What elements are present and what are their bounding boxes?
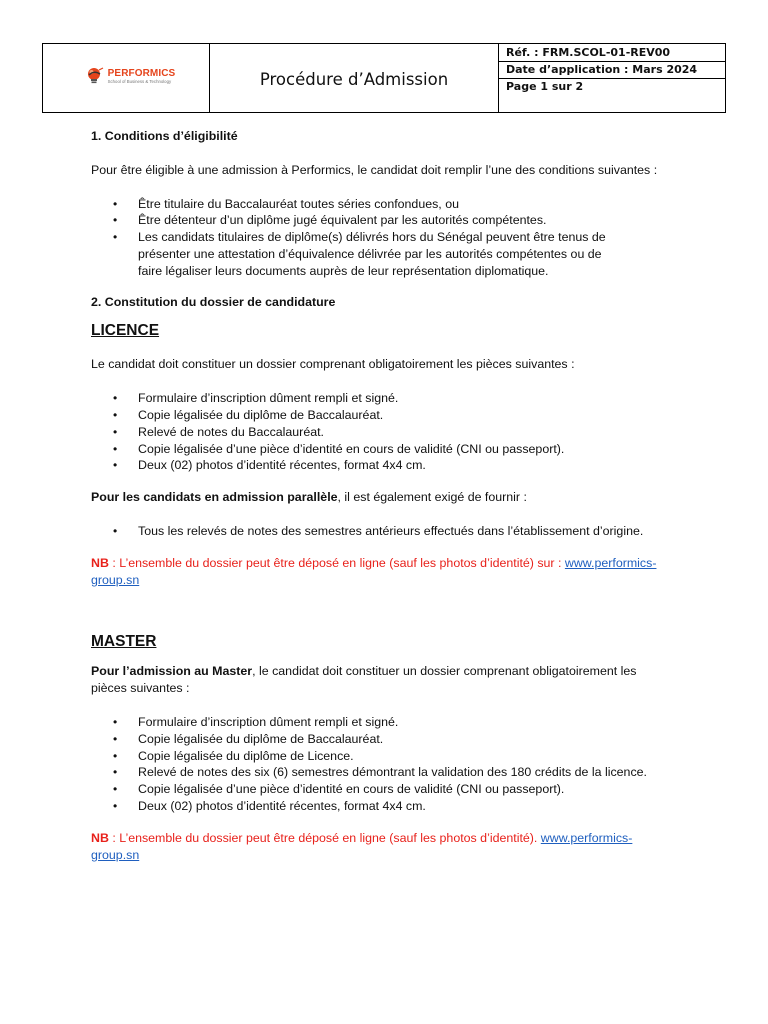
master-intro-rest: , le candidat doit constituer un dossier comprenant obligatoirement les pièces suivantes : <box>91 664 637 696</box>
page-number: Page 1 sur 2 <box>506 80 584 93</box>
eligibility-intro: Pour être éligible à une admission à Performics, le candidat doit remplir l’une des conditions suivantes : <box>91 162 658 177</box>
list-item: • Copie légalisée d’une pièce d’identité en cours de validité (CNI ou passeport). <box>91 441 678 458</box>
licence-list <box>91 390 691 474</box>
performics-logo <box>85 67 176 85</box>
reference: Réf. : FRM.SCOL-01-REV00 <box>499 44 725 62</box>
section-heading-dossier: 2. Constitution du dossier de candidature <box>91 294 336 309</box>
list-item: • Formulaire d’inscription dûment rempli et signé. <box>91 390 678 407</box>
application-date: Date d’application : Mars 2024 <box>499 62 725 79</box>
master-intro <box>91 663 661 697</box>
list-item: • Deux (02) photos d’identité récentes, format 4x4 cm. <box>91 798 678 815</box>
list-item: • Copie légalisée d’une pièce d’identité en cours de validité (CNI ou passeport). <box>91 781 678 798</box>
document-title: Procédure d’Admission <box>210 44 499 112</box>
parallel-admission-note <box>91 489 691 506</box>
logo-tagline: School of Business & Technology <box>107 79 172 84</box>
list-item: • Copie légalisée du diplôme de Licence. <box>91 748 678 765</box>
list-item: • Formulaire d’inscription dûment rempli et signé. <box>91 714 678 731</box>
logo-cell <box>43 44 210 112</box>
master-intro-bold: Pour l’admission au Master <box>91 664 253 679</box>
list-item: • Être détenteur d’un diplôme jugé équivalent par les autorités compétentes. <box>91 212 678 229</box>
eligibility-list <box>91 196 691 280</box>
logo-name: PERFORMICS <box>107 68 176 79</box>
list-item: • Deux (02) photos d’identité récentes, format 4x4 cm. <box>91 457 678 474</box>
performics-website-link[interactable]: www.performics-group.sn <box>91 555 657 587</box>
performics-website-link[interactable]: www.performics-group.sn <box>91 830 633 862</box>
list-item: • Être titulaire du Baccalauréat toutes séries confondues, ou <box>91 196 678 213</box>
nb-label: NB <box>91 555 109 570</box>
parallel-list <box>91 523 691 540</box>
nb-label: NB <box>91 830 109 845</box>
list-item: • Copie légalisée du diplôme de Baccalauréat. <box>91 731 678 748</box>
document-body <box>91 128 691 863</box>
nb-text: : L’ensemble du dossier peut être déposé en ligne (sauf les photos d’identité) sur : <box>108 555 565 570</box>
master-title: MASTER <box>91 633 157 651</box>
licence-intro: Le candidat doit constituer un dossier comprenant obligatoirement les pièces suivantes : <box>91 357 575 372</box>
list-item: • Les candidats titulaires de diplôme(s) délivrés hors du Sénégal peuvent être tenus de présenter une attestation d’équivalence délivrée par les autorités compétentes ou de faire légaliser leurs documents auprès de leur représentation diplomatique. <box>91 229 628 279</box>
list-item: • Relevé de notes des six (6) semestres démontrant la validation des 180 crédits de la licence. <box>91 764 698 781</box>
section-heading-eligibility: 1. Conditions d’éligibilité <box>91 129 238 143</box>
lightbulb-icon <box>85 67 105 85</box>
master-list <box>91 714 691 815</box>
list-item: • Copie légalisée du diplôme de Baccalauréat. <box>91 407 678 424</box>
list-item: • Tous les relevés de notes des semestres antérieurs effectués dans l’établissement d’origine. <box>91 523 698 540</box>
nb-text: : L’ensemble du dossier peut être déposé en ligne (sauf les photos d’identité). <box>108 830 541 845</box>
parallel-bold: Pour les candidats en admission parallèle <box>91 490 338 505</box>
parallel-rest: , il est également exigé de fournir : <box>337 490 527 505</box>
list-item: • Relevé de notes du Baccalauréat. <box>91 424 678 441</box>
master-nb <box>91 830 661 864</box>
licence-title: LICENCE <box>91 322 160 340</box>
licence-nb <box>91 555 681 589</box>
document-header <box>42 43 726 113</box>
document-meta <box>499 44 725 112</box>
